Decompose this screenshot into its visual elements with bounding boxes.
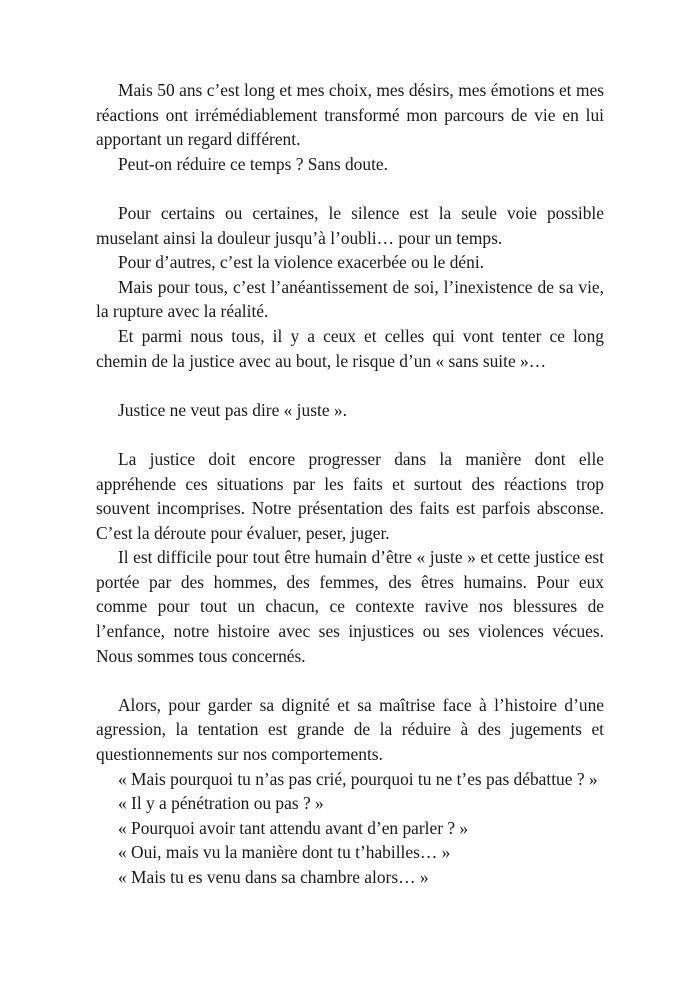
paragraph: Et parmi nous tous, il y a ceux et celles qui vont tenter ce long chemin de la justice avec au bout, le risque d’un « sans suite »… bbox=[96, 325, 604, 371]
paragraph: Justice ne veut pas dire « juste ». bbox=[118, 399, 347, 420]
quote-line: « Mais tu es venu dans sa chambre alors… » bbox=[118, 867, 429, 887]
paragraph-gap bbox=[96, 668, 604, 693]
paragraph: Il est difficile pour tout être humain d’être « juste » et cette justice est portée par des hommes, des femmes, des êtres humains. Pour eux comme pour tout un chacun, ce contexte ravive nos blessures de l’enfance, notre histoire avec ses injustices ou ses violences vécues. Nous sommes tous concernés. bbox=[96, 547, 604, 666]
paragraph: La justice doit encore progresser dans la manière dont elle appréhende ces situations par les faits et surtout des réactions trop souvent incomprises. Notre présentation des faits est parfois absconse. C’est la déroute pour évaluer, peser, juger. bbox=[96, 448, 604, 543]
paragraph: Mais pour tous, c’est l’anéantissement de soi, l’inexistence de sa vie, la rupture avec la réalité. bbox=[96, 276, 604, 322]
paragraph-gap bbox=[96, 422, 604, 447]
paragraph: Alors, pour garder sa dignité et sa maîtrise face à l’histoire d’une agression, la tentation est grande de la réduire à des jugements et questionnements sur nos comportements. bbox=[96, 694, 604, 765]
paragraph: Peut-on réduire ce temps ? Sans doute. bbox=[118, 153, 388, 174]
quote-line: « Il y a pénétration ou pas ? » bbox=[118, 793, 324, 814]
paragraph: Pour certains ou certaines, le silence est la seule voie possible muselant ainsi la douleur jusqu’à l’oubli… pour un temps. bbox=[96, 202, 604, 248]
quote-line: « Oui, mais vu la manière dont tu t’habilles… » bbox=[118, 842, 451, 863]
paragraph-gap bbox=[96, 373, 604, 398]
page-body bbox=[96, 78, 604, 890]
paragraph: Mais 50 ans c’est long et mes choix, mes désirs, mes émotions et mes réactions ont irrémédiablement transformé mon parcours de vie en lui apportant un regard différent. bbox=[96, 80, 604, 150]
quote-line: « Mais pourquoi tu n’as pas crié, pourquoi tu ne t’es pas débattue ? » bbox=[118, 768, 598, 789]
paragraph: Pour d’autres, c’est la violence exacerbée ou le déni. bbox=[118, 252, 485, 273]
quote-line: « Pourquoi avoir tant attendu avant d’en parler ? » bbox=[118, 817, 469, 838]
paragraph-gap bbox=[96, 176, 604, 201]
